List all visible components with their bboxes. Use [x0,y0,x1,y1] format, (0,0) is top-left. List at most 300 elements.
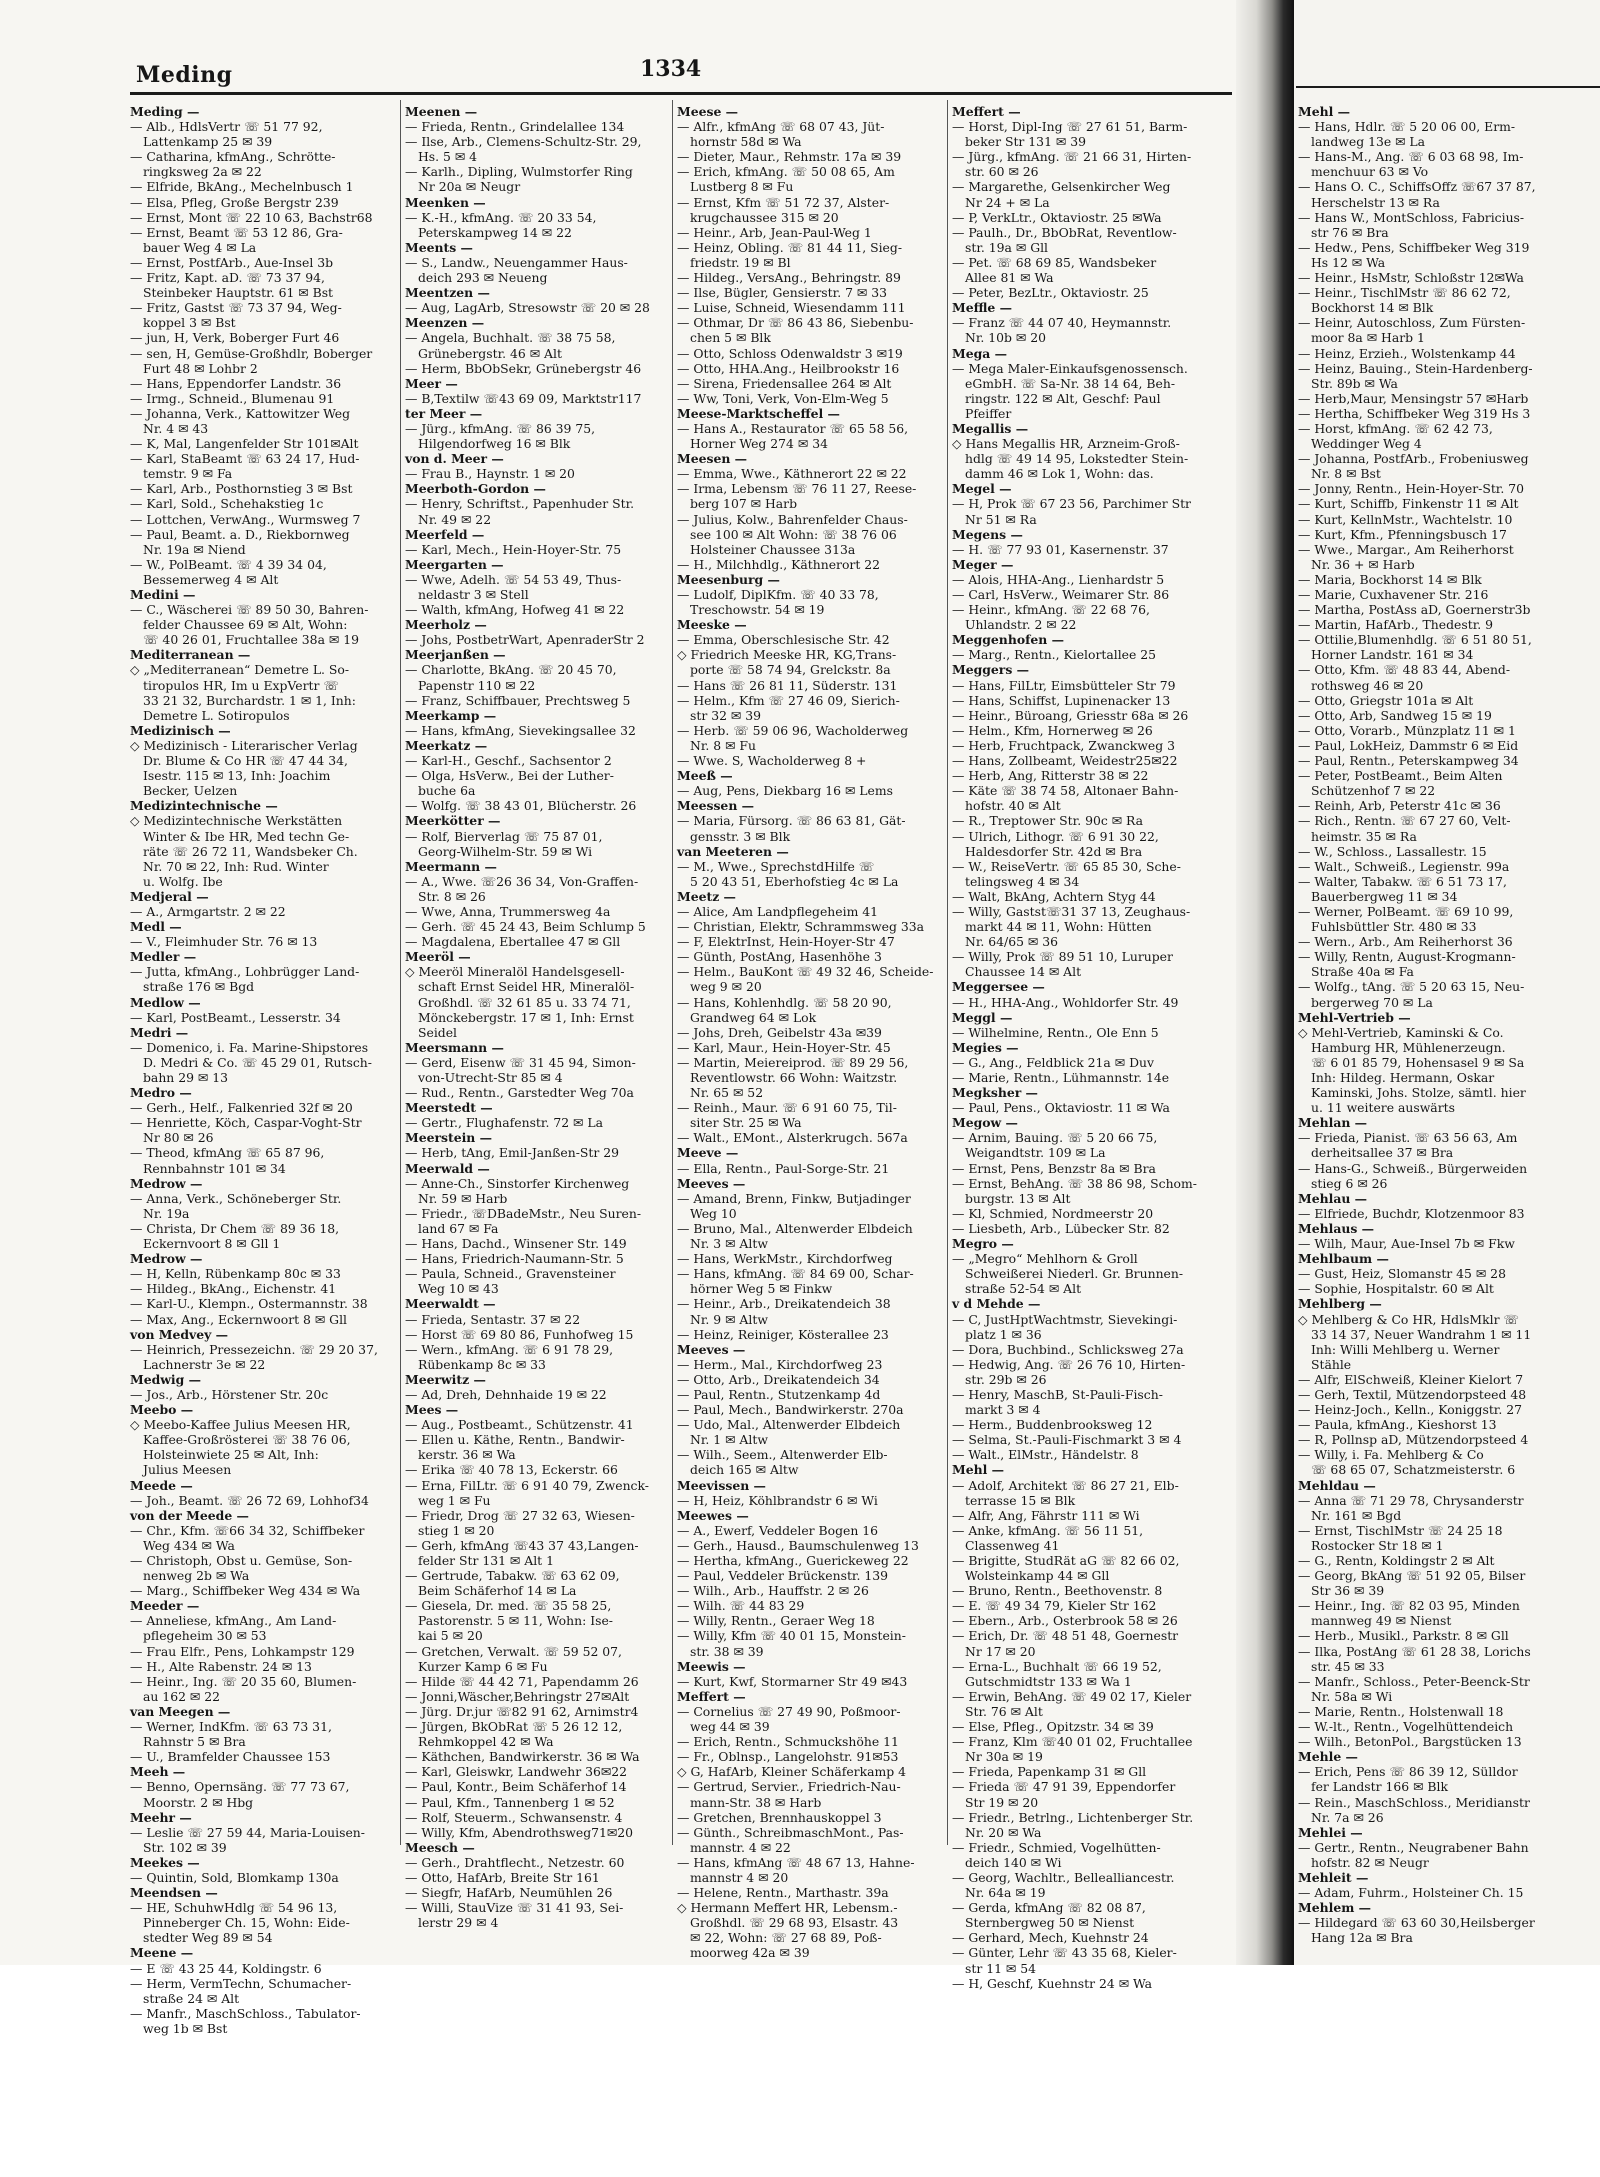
directory-entry-line: terrasse 15 ✉ Blk [965,1492,1076,1508]
directory-entry-line: — Hans, WerkMstr., Kirchdorfweg [677,1251,893,1267]
directory-entry-line: — Friedr., Betrlng., Lichtenberger Str. [952,1809,1194,1825]
directory-entry-line: Becker, Uelzen [143,783,238,799]
directory-entry-line: — Ad, Dreh, Dehnhaide 19 ✉ 22 [405,1386,607,1402]
directory-entry-line: porte ☏ 58 74 94, Grelckstr. 8a [690,662,891,678]
directory-entry-line: str. 29b ✉ 26 [965,1371,1047,1387]
directory-entry-line: — Hans, Eppendorfer Landstr. 36 [130,375,342,391]
directory-entry-line: Dr. Blume & Co HR ☏ 47 44 34, [143,753,348,769]
directory-entry-line: — Otto, Griegstr 101a ✉ Alt [1298,692,1474,708]
directory-entry-line: str. 38 ✉ 39 [690,1643,764,1659]
directory-entry-line: — Horst ☏ 69 80 86, Funhofweg 15 [405,1326,634,1342]
directory-entry-line: — Christian, Elektr, Schrammsweg 33a [677,919,925,935]
directory-entry-line: Nr. 19a [143,1205,190,1221]
directory-entry-line: — Heinz, Obling. ☏ 81 44 11, Sieg- [677,239,903,255]
surname-heading: Meer — [405,375,458,391]
directory-entry-line: — Werner, IndKfm. ☏ 63 73 31, [130,1719,332,1735]
surname-heading: Mehlan — [1298,1115,1368,1131]
directory-entry-line: — Ulrich, Lithogr. ☏ 6 91 30 22, [952,828,1159,844]
directory-entry-line: — Horst, Dipl-Ing ☏ 27 61 51, Barm- [952,119,1188,135]
directory-entry-line: — Sirena, Friedensallee 264 ✉ Alt [677,375,892,391]
directory-entry-line: — Wolfg., tAng. ☏ 5 20 63 15, Neu- [1298,979,1525,995]
directory-entry-line: rothsweg 46 ✉ 20 [1311,677,1424,693]
surname-heading: Meffert — [952,104,1021,119]
surname-heading: Meerwitz — [405,1371,486,1387]
column-divider [672,100,673,1845]
directory-entry-line: Classenweg 41 [965,1537,1060,1553]
directory-entry-line: weg 1 ✉ Fu [418,1492,491,1508]
directory-entry-line: ◇ „Mediterranean“ Demetre L. So- [130,662,350,678]
directory-entry-line: — „Megro“ Mehlhorn & Groll [952,1251,1138,1267]
directory-entry-line: — Emma, Oberschlesische Str. 42 [677,632,890,648]
directory-entry-line: kerstr. 36 ✉ Wa [418,1447,516,1463]
directory-entry-line: — Wwe., Margar., Am Reiherhorst [1298,541,1514,557]
directory-entry-line: — Hans, kfmAng ☏ 48 67 13, Hahne- [677,1854,915,1870]
surname-heading: Mehl-Vertrieb — [1298,1009,1411,1025]
directory-entry-line: — Frieda, Papenkamp 31 ✉ Gll [952,1764,1147,1780]
directory-entry-line: ◇ Meeröl Mineralöl Handelsgesell- [405,964,625,980]
directory-column-2 [405,104,670,1954]
surname-heading: Medrow — [130,1175,203,1191]
surname-heading: Meger — [952,556,1014,572]
directory-entry-line: — Udo, Mal., Altenwerder Elbdeich [677,1417,901,1433]
directory-entry-line: Nr 30a ✉ 19 [965,1749,1043,1765]
directory-entry-line: telingsweg 4 ✉ 34 [965,873,1080,889]
directory-entry-line: weg 9 ✉ 20 [690,979,762,995]
directory-entry-line: — Brigitte, StudRät aG ☏ 82 66 02, [952,1553,1180,1568]
directory-entry-line: — H, Heiz, Köhlbrandstr 6 ✉ Wi [677,1492,878,1508]
directory-entry-line: — Gerh., Drahtflecht., Netzestr. 60 [405,1854,625,1870]
directory-entry-line: deich 165 ✉ Altw [690,1462,799,1478]
directory-entry-line: — HE, SchuhwHdlg ☏ 54 96 13, [130,1900,338,1916]
directory-entry-line: fer Landstr 166 ✉ Blk [1311,1779,1448,1795]
directory-entry-line: — Walt, BkAng, Achtern Styg 44 [952,888,1156,904]
directory-entry-line: Nr 20a ✉ Neugr [418,179,521,195]
facing-page-header-rule [1296,86,1600,88]
directory-entry-line: Weg 10 [690,1205,737,1221]
directory-entry-line: Gutschmidtstr 133 ✉ Wa 1 [965,1673,1132,1689]
directory-entry-line: — Pet. ☏ 68 69 85, Wandsbeker [952,254,1157,270]
directory-entry-line: — Liesbeth, Arb., Lübecker Str. 82 [952,1220,1170,1236]
directory-entry-line: — Jürg., kfmAng. ☏ 21 66 31, Hirten- [952,149,1192,165]
directory-entry-line: Weddinger Weg 4 [1311,436,1422,452]
directory-entry-line: — Heinz, Erzieh., Wolstenkamp 44 [1298,345,1516,361]
directory-entry-line: land 67 ✉ Fa [418,1220,499,1236]
surname-heading: Meesen — [677,451,748,467]
directory-entry-line: — Joh., Beamt. ☏ 26 72 69, Lohhof34 [130,1492,369,1508]
directory-entry-line: markt 44 ✉ 11, Wohn: Hütten [965,919,1152,935]
directory-entry-line: — Gertr., Rentn., Neugrabener Bahn [1298,1839,1529,1855]
surname-heading: Meeröl — [405,949,471,965]
surname-heading: Meergarten — [405,556,504,572]
directory-entry-line: — Marg., Rentn., Kielortallee 25 [952,647,1157,663]
directory-column-4 [952,104,1217,1991]
directory-entry-line: — Martha, PostAss aD, Goernerstr3b [1298,602,1531,618]
directory-entry-line: — Hans, Kohlenhdlg. ☏ 58 20 90, [677,994,892,1010]
directory-entry-line: platz 1 ✉ 36 [965,1326,1042,1342]
directory-entry-line: — Herm., Buddenbrooksweg 12 [952,1417,1153,1433]
surname-heading: Mehl — [1298,104,1351,119]
directory-entry-line: — Hans, Zollbeamt, Weidestr25✉22 [952,753,1178,769]
directory-entry-line: — Heinr., HsMstr, Schloßstr 12✉Wa [1298,270,1524,286]
directory-entry-line: — Paula, Schneid., Gravensteiner [405,1266,616,1282]
directory-entry-line: Pinneberger Ch. 15, Wohn: Eide- [143,1915,350,1931]
directory-entry-line: gensstr. 3 ✉ Blk [690,828,791,844]
directory-entry-line: Schützenhof 7 ✉ 22 [1311,783,1436,799]
directory-entry-line: — Herm, VermTechn, Schumacher- [130,1975,352,1991]
directory-entry-line: — Helm., Kfm, Hornerweg ✉ 26 [952,722,1153,738]
directory-entry-line: — Kurt, Kwf, Stormarner Str 49 ✉43 [677,1673,908,1689]
directory-entry-line: — H, Kelln, Rübenkamp 80c ✉ 33 [130,1266,341,1282]
directory-entry-line: landweg 13e ✉ La [1311,134,1426,150]
directory-entry-line: — Hans O. C., SchiffsOffz ☏67 37 87, [1298,179,1536,195]
directory-entry-line: — Paula, kfmAng., Kieshorst 13 [1298,1417,1497,1433]
directory-entry-line: — Gerh, kfmAng ☏43 37 43,Langen- [405,1537,639,1553]
directory-entry-line: — Paul, LokHeiz, Dammstr 6 ✉ Eid [1298,737,1519,753]
directory-entry-line: — Alfr, ElSchweiß, Kleiner Kielort 7 [1298,1371,1524,1387]
page-header [130,56,1230,96]
directory-entry-line: — Hans, Schiffst, Lupinenacker 13 [952,692,1171,708]
surname-heading: Meene — [130,1945,194,1961]
directory-entry-line: — Hans W., MontSchloss, Fabricius- [1298,209,1525,225]
surname-heading: Meents — [405,239,473,255]
directory-entry-line: — Elfride, BkAng., Mechelnbusch 1 [130,179,354,195]
directory-entry-line: u. Wolfg. Ibe [143,873,223,889]
directory-entry-line: — Wilh., BetonPol., Bargstücken 13 [1298,1734,1522,1750]
directory-entry-line: — Wilh, Maur, Aue-Insel 7b ✉ Fkw [1298,1236,1515,1252]
directory-entry-line: koppel 3 ✉ Bst [143,315,236,331]
directory-entry-line: felder Chaussee 69 ✉ Alt, Wohn: [143,617,348,633]
directory-entry-line: — Ilka, PostAng ☏ 61 28 38, Lorichs [1298,1643,1531,1659]
directory-entry-line: — Willy, Gastst☏31 37 13, Zeughaus- [952,903,1191,919]
directory-entry-line: — Ernst, Pens, Benzstr 8a ✉ Bra [952,1160,1156,1176]
directory-entry-line: Winter & Ibe HR, Med techn Ge- [143,828,350,844]
directory-entry-line: — S., Landw., Neuengammer Haus- [405,254,628,270]
directory-entry-line: — Ludolf, DiplKfm. ☏ 40 33 78, [677,587,879,602]
directory-entry-line: ◇ Medizintechnische Werkstätten [130,813,343,829]
directory-entry-line: — Siegfr, HafArb, Neumühlen 26 [405,1885,613,1901]
surname-heading: Medizintechnische — [130,798,278,814]
directory-entry-line: — Rud., Rentn., Garstedter Weg 70a [405,1085,634,1101]
directory-entry-line: — Fr., Oblnsp., Langelohstr. 91✉53 [677,1749,899,1765]
column-divider [400,100,401,1845]
directory-entry-line: Str. 76 ✉ Alt [965,1703,1043,1719]
surname-heading: Meeves — [677,1175,746,1191]
directory-entry-line: — Anneliese, kfmAng., Am Land- [130,1613,337,1629]
directory-entry-line: Julius Meesen [143,1462,232,1478]
directory-entry-line: — Hedw., Pens, Schiffbeker Weg 319 [1298,239,1530,255]
directory-entry-line: — Herm., Mal., Kirchdorfweg 23 [677,1356,883,1372]
directory-entry-line: — Rein., MaschSchloss., Meridianstr [1298,1794,1530,1810]
directory-entry-line: — Johanna, PostfArb., Frobeniusweg [1298,451,1529,467]
directory-entry-line: bauer Weg 4 ✉ La [143,239,257,255]
directory-entry-line: — Jürg., kfmAng. ☏ 86 39 75, [405,420,596,436]
directory-entry-line: Weg 434 ✉ Wa [143,1537,235,1553]
directory-entry-line: — Werner, PolBeamt. ☏ 69 10 99, [1298,903,1514,919]
directory-entry-line: — Ernst, Kfm ☏ 51 72 37, Alster- [677,194,890,210]
directory-entry-line: — Ernst, TischlMstr ☏ 24 25 18 [1298,1522,1503,1538]
directory-entry-line: — Friedr., Schmied, Vogelhütten- [952,1839,1161,1855]
directory-entry-line: — Frieda, Rentn., Grindelallee 134 [405,119,625,135]
directory-entry-line: — Jutta, kfmAng., Lohbrügger Land- [130,964,360,980]
directory-entry-line: — Paul, Pens., Oktaviostr. 11 ✉ Wa [952,1100,1170,1116]
directory-entry-line: Stähle [1311,1356,1352,1372]
directory-entry-line: pflegeheim 30 ✉ 53 [143,1628,267,1644]
surname-heading: Meggersee — [952,979,1045,995]
directory-entry-line: — Domenico, i. Fa. Marine-Shipstores [130,1039,369,1055]
directory-entry-line: — Gertrud, Servier., Friedrich-Nau- [677,1779,901,1795]
directory-entry-line: — Hildeg., BkAng., Eichenstr. 41 [130,1281,337,1297]
directory-entry-line: — R., Treptower Str. 90c ✉ Ra [952,813,1144,829]
surname-heading: Meerstein — [405,1130,493,1146]
directory-entry-line: bahn 29 ✉ 13 [143,1070,229,1085]
directory-entry-line: — Marie, Rentn., Lühmannstr. 14e [952,1070,1170,1085]
directory-entry-line: Nr 51 ✉ Ra [965,511,1037,527]
directory-entry-line: Horner Landstr. 161 ✉ 34 [1311,647,1474,663]
directory-entry-line: ☏ 68 65 07, Schatzmeisterstr. 6 [1311,1462,1516,1478]
directory-entry-line: — Marie, Rentn., Holstenwall 18 [1298,1703,1504,1719]
directory-entry-line: — Erich, Dr. ☏ 48 51 48, Goernestr [952,1628,1179,1644]
directory-entry-line: Chaussee 14 ✉ Alt [965,964,1082,980]
directory-entry-line: — M., Wwe., SprechstdHilfe ☏ [677,858,875,874]
directory-entry-line: — Erich, Pens ☏ 86 39 12, Sülldor [1298,1764,1518,1780]
directory-entry-line: — K.-H., kfmAng. ☏ 20 33 54, [405,209,597,225]
directory-entry-line: Nr. 8 ✉ Bst [1311,466,1381,482]
directory-entry-line: — W., PolBeamt. ☏ 4 39 34 04, [130,556,327,572]
directory-entry-line: — C, JustHptWachtmstr, Sievekingi- [952,1311,1178,1327]
directory-entry-line: — Manfr., Schloss., Peter-Beenck-Str [1298,1673,1530,1689]
book-gutter [1236,0,1294,1965]
directory-entry-line: Nr. 49 ✉ 22 [418,511,492,527]
directory-entry-line: Str. 8 ✉ 26 [418,888,486,904]
directory-entry-line: — Karl-H., Geschf., Sachsentor 2 [405,753,612,769]
directory-entry-line: — Reinh., Maur. ☏ 6 91 60 75, Til- [677,1100,897,1116]
surname-heading: Meggers — [952,662,1030,678]
directory-entry-line: Nr. 64/65 ✉ 36 [965,934,1059,950]
directory-entry-line: — Wern., Arb., Am Reiherhorst 36 [1298,934,1513,950]
directory-entry-line: — Luise, Schneid, Wiesendamm 111 [677,300,906,316]
directory-entry-line: — Martin, Meiereiprod. ☏ 89 29 56, [677,1054,909,1070]
directory-entry-line: — Quintin, Sold, Blomkamp 130a [130,1869,339,1885]
directory-entry-line: — Erich, kfmAng. ☏ 50 08 65, Am [677,164,895,180]
directory-entry-line: — Paulh., Dr., BbObRat, Reventlow- [952,224,1177,240]
directory-entry-line: Lustberg 8 ✉ Fu [690,179,794,195]
directory-entry-line: ringstr. 122 ✉ Alt, Geschf: Paul [965,390,1161,406]
directory-entry-line: D. Medri & Co. ☏ 45 29 01, Rutsch- [143,1054,372,1070]
surname-heading: Megel — [952,481,1012,497]
directory-entry-line: — Käte ☏ 38 74 58, Altonaer Bahn- [952,783,1179,799]
directory-entry-line: Hilgendorfweg 16 ✉ Blk [418,436,571,452]
directory-entry-line: — P, VerkLtr., Oktaviostr. 25 ✉Wa [952,209,1162,225]
directory-entry-line: — Anna ☏ 71 29 78, Chrysanderstr [1298,1492,1524,1508]
directory-entry-line: — Maria, Bockhorst 14 ✉ Blk [1298,571,1482,587]
directory-entry-line: — G., Rentn, Koldingstr 2 ✉ Alt [1298,1553,1495,1568]
directory-entry-line: — Selma, St.-Pauli-Fischmarkt 3 ✉ 4 [952,1432,1182,1448]
directory-entry-line: ◇ Meebo-Kaffee Julius Meesen HR, [130,1417,351,1433]
directory-entry-line: — Wwe, Adelh. ☏ 54 53 49, Thus- [405,571,622,587]
directory-entry-line: Grünebergstr. 46 ✉ Alt [418,345,562,361]
directory-entry-line: — Kurt, Kfm., Pfenningsbusch 17 [1298,526,1507,542]
directory-entry-line: Inh: Willi Mehlberg u. Werner [1311,1341,1500,1357]
directory-entry-line: — Karl, Gleiswkr, Landwehr 36✉22 [405,1764,628,1780]
directory-entry-line: Rostocker Str 18 ✉ 1 [1311,1537,1444,1553]
directory-entry-line: — Ww, Toni, Verk, Von-Elm-Weg 5 [677,390,889,406]
directory-entry-line: Haldesdorfer Str. 42d ✉ Bra [965,843,1143,859]
surname-heading: Mega — [952,345,1007,361]
directory-entry-line: — A., Ewerf, Veddeler Bogen 16 [677,1522,879,1538]
directory-entry-line: — Arnim, Bauing. ☏ 5 20 66 75, [952,1130,1158,1146]
directory-entry-line: mann-Str. 38 ✉ Harb [690,1794,822,1810]
directory-entry-line: Nr. 19a ✉ Niend [143,541,246,557]
directory-entry-line: — Karl-U., Klempn., Ostermannstr. 38 [130,1296,368,1312]
directory-entry-line: — Ernst, Mont ☏ 22 10 63, Bachstr68 [130,209,373,225]
directory-entry-line: — C., Wäscherei ☏ 89 50 30, Bahren- [130,602,369,618]
directory-entry-line: Nr. 64a ✉ 19 [965,1885,1046,1901]
directory-entry-line: — Rolf, Steuerm., Schwansenstr. 4 [405,1809,623,1825]
directory-entry-line: — Marie, Cuxhavener Str. 216 [1298,587,1489,602]
directory-entry-line: burgstr. 13 ✉ Alt [965,1190,1071,1206]
directory-entry-line: — Johanna, Verk., Kattowitzer Weg [130,405,351,421]
directory-entry-line: — Henriette, Köch, Caspar-Voght-Str [130,1115,362,1131]
directory-entry-line: buche 6a [418,783,476,799]
directory-entry-line: ◇ Medizinisch - Literarischer Verlag [130,737,358,753]
directory-entry-line: Fuhlsbüttler Str. 480 ✉ 33 [1311,919,1477,935]
surname-heading: Meendsen — [130,1885,218,1901]
directory-entry-line: — Heinr., Ing. ☏ 82 03 95, Minden [1298,1598,1520,1614]
directory-entry-line: — Theod, kfmAng ☏ 65 87 96, [130,1145,325,1161]
directory-entry-line: — Reinh, Arb, Peterstr 41c ✉ 36 [1298,798,1501,814]
directory-entry-line: Bessemerweg 4 ✉ Alt [143,571,279,587]
directory-entry-line: — Horst, kfmAng. ☏ 62 42 73, [1298,420,1493,436]
directory-entry-line: — Friedr, Drog ☏ 27 32 63, Wiesen- [405,1507,635,1523]
directory-entry-line: — Fritz, Kapt. aD. ☏ 73 37 94, [130,270,325,286]
directory-entry-line: eGmbH. ☏ Sa-Nr. 38 14 64, Beh- [965,375,1176,391]
directory-entry-line: hofstr. 82 ✉ Neugr [1311,1854,1429,1870]
surname-heading: Meerkamp — [405,707,497,723]
surname-heading: Meesenburg — [677,571,780,587]
directory-entry-line: — Hans, Dachd., Winsener Str. 149 [405,1236,627,1252]
directory-entry-line: — sen, H, Gemüse-Großhdlr, Boberger [130,345,373,361]
directory-entry-line: — Elfriede, Buchdr, Klotzenmoor 83 [1298,1205,1525,1221]
directory-entry-line: — Martin, HafArb., Thedestr. 9 [1298,617,1494,633]
surname-heading: Meding — [130,104,200,119]
directory-entry-line: Furt 48 ✉ Lohbr 2 [143,360,258,376]
directory-entry-line: Schweißerei Niederl. Gr. Brunnen- [965,1266,1184,1282]
directory-entry-line: — Henry, MaschB, St-Pauli-Fisch- [952,1386,1163,1402]
directory-entry-line: — W.-lt., Rentn., Vogelhüttendeich [1298,1719,1514,1735]
directory-entry-line: — Frieda, Sentastr. 37 ✉ 22 [405,1311,581,1327]
directory-entry-line: — Ernst, BehAng. ☏ 38 86 98, Schom- [952,1175,1197,1191]
directory-entry-line: — Paul, Kfm., Tannenberg 1 ✉ 52 [405,1794,615,1810]
directory-entry-line: 5 20 43 51, Eberhofstieg 4c ✉ La [690,873,899,889]
directory-entry-line: — Johs, Dreh, Geibelstr 43a ✉39 [677,1024,882,1040]
surname-heading: Meermann — [405,858,497,874]
directory-entry-line: 33 21 32, Burchardstr. 1 ✉ 1, Inh: [143,692,356,708]
directory-entry-line: hofstr. 40 ✉ Alt [965,798,1061,814]
directory-entry-line: — Paul, Kontr., Beim Schäferhof 14 [405,1779,627,1795]
directory-entry-line: berg 107 ✉ Harb [690,496,798,512]
directory-entry-line: Hang 12a ✉ Bra [1311,1930,1413,1946]
surname-heading: Meede — [130,1477,193,1493]
surname-heading: Mehlbaum — [1298,1251,1389,1267]
directory-entry-line: — Gerh. ☏ 45 24 43, Beim Schlump 5 [405,919,646,935]
directory-entry-line: Peterskampweg 14 ✉ 22 [418,224,572,240]
surname-heading: Medl — [130,919,182,935]
directory-entry-line: str. 19a ✉ Gll [965,239,1049,255]
directory-entry-line: — Wilh. ☏ 44 83 29 [677,1598,805,1614]
directory-entry-line: Beim Schäferhof 14 ✉ La [418,1583,577,1599]
directory-entry-line: — Helm., Kfm ☏ 27 46 09, Sierich- [677,692,900,708]
surname-heading: Medro — [130,1085,192,1101]
directory-entry-line: str 76 ✉ Bra [1311,224,1389,240]
directory-entry-line: Nr 80 ✉ 26 [143,1130,214,1146]
directory-entry-line: Nr. 161 ✉ Bgd [1311,1507,1402,1523]
directory-entry-line: — Herb, Ang, Ritterstr 38 ✉ 22 [952,768,1149,784]
directory-entry-line: str 11 ✉ 54 [965,1960,1036,1976]
directory-entry-line: — Cornelius ☏ 27 49 90, Poßmoor- [677,1703,901,1719]
directory-entry-line: — Erwin, BehAng. ☏ 49 02 17, Kieler [952,1688,1192,1704]
directory-entry-line: Pfeiffer [965,405,1012,421]
directory-entry-line: Nr. 10b ✉ 20 [965,330,1047,346]
surname-heading: Meeh — [130,1764,186,1780]
directory-entry-line: — Willy, Rentn., Geraer Weg 18 [677,1613,875,1629]
directory-entry-line: Nr. 20 ✉ Wa [965,1824,1042,1840]
directory-entry-line: — Willi, StauVize ☏ 31 41 93, Sei- [405,1900,624,1916]
directory-entry-line: — Wilhelmine, Rentn., Ole Enn 5 [952,1024,1159,1040]
directory-entry-line: — Erika ☏ 40 78 13, Eckerstr. 66 [405,1462,618,1478]
directory-entry-line: nenweg 2b ✉ Wa [143,1568,250,1584]
directory-entry-line: — Ebern., Arb., Osterbrook 58 ✉ 26 [952,1613,1178,1629]
directory-entry-line: — Otto, Schloss Odenwaldstr 3 ✉19 [677,345,903,361]
directory-entry-line: — Catharina, kfmAng., Schrötte- [130,149,336,165]
directory-entry-line: — Herb, tAng, Emil-Janßen-Str 29 [405,1145,620,1161]
directory-entry-line: — H., Alte Rabenstr. 24 ✉ 13 [130,1658,312,1674]
surname-heading: Meewes — [677,1507,749,1523]
directory-entry-line: — Herm, BbObSekr, Grünebergstr 46 [405,360,642,376]
directory-entry-line: — Fritz, Gastst ☏ 73 37 94, Weg- [130,300,342,316]
directory-entry-line: str. 45 ✉ 33 [1311,1658,1385,1674]
directory-entry-line: — Ilse, Arb., Clemens-Schultz-Str. 29, [405,134,642,150]
directory-entry-line: Nr. 9 ✉ Altw [690,1311,768,1327]
surname-heading: Meeder — [130,1598,200,1614]
surname-heading: Megies — [952,1039,1019,1055]
directory-entry-line: temstr. 9 ✉ Fa [143,466,233,482]
directory-entry-line: — Charlotte, BkAng. ☏ 20 45 70, [405,662,617,678]
directory-entry-line: — Amand, Brenn, Finkw, Butjadinger [677,1190,911,1206]
directory-column-1 [130,104,395,2036]
surname-heading: Meffle — [952,300,1013,316]
surname-heading: Mehldau — [1298,1477,1376,1493]
directory-entry-line: — Hans, Friedrich-Naumann-Str. 5 [405,1251,624,1267]
directory-entry-line: — Heinr., TischlMstr ☏ 86 62 72, [1298,285,1511,301]
directory-entry-line: markt 3 ✉ 4 [965,1402,1041,1418]
directory-entry-line: — Magdalena, Ebertallee 47 ✉ Gll [405,934,621,950]
directory-entry-line: felder Str 131 ✉ Alt 1 [418,1553,554,1568]
directory-entry-line: mannweg 49 ✉ Nienst [1311,1613,1452,1629]
directory-entry-line: — Gerd, Eisenw ☏ 31 45 94, Simon- [405,1054,636,1070]
directory-entry-line: Inh: Hildeg. Hermann, Oskar [1311,1070,1495,1085]
directory-entry-line: — R, Pollnsp aD, Mützendorpsteed 4 [1298,1432,1529,1448]
directory-entry-line: — Karlh., Dipling, Wulmstorfer Ring [405,164,633,180]
directory-entry-line: — Christa, Dr Chem ☏ 89 36 18, [130,1220,340,1236]
directory-entry-line: menchuur 63 ✉ Vo [1311,164,1429,180]
directory-entry-line: tiropulos HR, Im u ExpVertr ☏ [143,677,339,693]
directory-entry-line: — Hans, kfmAng. ☏ 84 69 00, Schar- [677,1266,914,1282]
directory-entry-line: — Aug., Postbeamt., Schützenstr. 41 [405,1417,634,1433]
directory-entry-line: — U., Bramfelder Chaussee 153 [130,1749,331,1765]
directory-entry-line: heimstr. 35 ✉ Ra [1311,828,1417,844]
directory-entry-line: — Heinz-Joch., Kelln., Koniggstr. 27 [1298,1402,1522,1418]
surname-heading: Medini — [130,587,196,602]
